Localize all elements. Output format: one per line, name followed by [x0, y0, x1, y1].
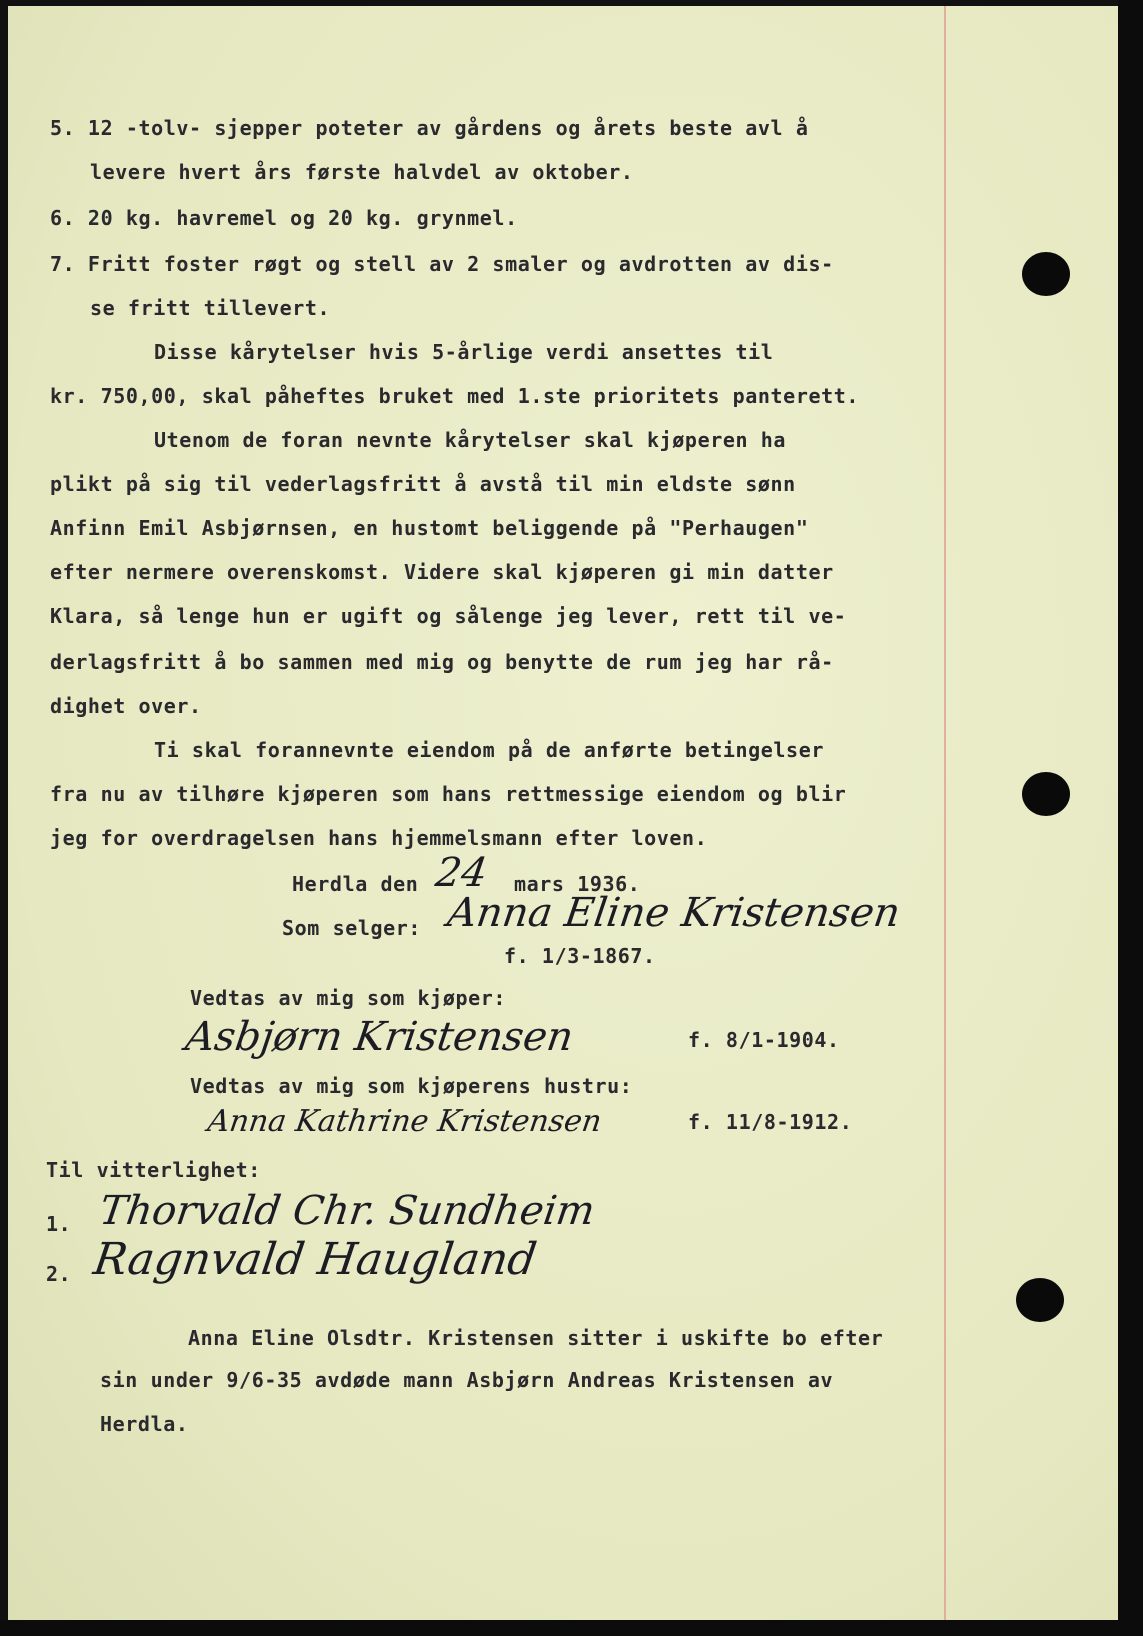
witness-number: 1.	[46, 1212, 72, 1236]
text-line: plikt på sig til vederlagsfritt å avstå til min eldste sønn	[50, 472, 796, 496]
text-line: derlagsfritt å bo sammen med mig og benytte de rum jeg har rå-	[50, 650, 834, 674]
margin-rule	[944, 6, 946, 1624]
buyer-wife-birthdate: f. 11/8-1912.	[688, 1110, 853, 1134]
text-line: efter nermere overenskomst. Videre skal kjøperen gi min datter	[50, 560, 834, 584]
buyer-label: Vedtas av mig som kjøper:	[190, 986, 507, 1010]
document-page	[8, 6, 1120, 1624]
date-prefix: Herdla den	[292, 872, 419, 896]
witnesses-label: Til vitterlighet:	[46, 1158, 261, 1182]
note-line: sin under 9/6-35 avdøde mann Asbjørn Andreas Kristensen av	[100, 1368, 834, 1392]
text-line: 6. 20 kg. havremel og 20 kg. grynmel.	[50, 206, 518, 230]
text-line: jeg for overdragelsen hans hjemmelsmann efter loven.	[50, 826, 708, 850]
text-line: 5. 12 -tolv- sjepper poteter av gårdens og årets beste avl å	[50, 116, 809, 140]
buyer-signature: Asbjørn Kristensen	[182, 1014, 577, 1060]
buyer-wife-label: Vedtas av mig som kjøperens hustru:	[190, 1074, 633, 1098]
text-line: 7. Fritt foster røgt og stell av 2 smaler og avdrotten av dis-	[50, 252, 834, 276]
seller-label: Som selger:	[282, 916, 422, 940]
witness-signature: Ragnvald Haugland	[90, 1234, 540, 1285]
text-line: dighet over.	[50, 694, 202, 718]
scan-border-bottom	[0, 1620, 1143, 1636]
date-day-handwritten: 24	[432, 850, 491, 896]
punch-hole-top	[1022, 252, 1070, 296]
seller-signature: Anna Eline Kristensen	[444, 890, 903, 936]
text-line: kr. 750,00, skal påheftes bruket med 1.ste prioritets panterett.	[50, 384, 860, 408]
seller-birthdate: f. 1/3-1867.	[504, 944, 656, 968]
witness-signature: Thorvald Chr. Sundheim	[96, 1188, 598, 1234]
witness-number: 2.	[46, 1262, 72, 1286]
text-line: Disse kårytelser hvis 5-årlige verdi ansettes til	[154, 340, 774, 364]
note-line: Anna Eline Olsdtr. Kristensen sitter i uskifte bo efter	[188, 1326, 884, 1350]
text-line: fra nu av tilhøre kjøperen som hans rettmessige eiendom og blir	[50, 782, 847, 806]
text-line: Anfinn Emil Asbjørnsen, en hustomt beliggende på "Perhaugen"	[50, 516, 809, 540]
punch-hole-middle	[1022, 772, 1070, 816]
text-line: levere hvert års første halvdel av oktober.	[90, 160, 634, 184]
scan-border-right	[1118, 0, 1143, 1636]
text-line: se fritt tillevert.	[90, 296, 331, 320]
text-line: Ti skal forannevnte eiendom på de anførte betingelser	[154, 738, 824, 762]
text-line: Klara, så lenge hun er ugift og sålenge jeg lever, rett til ve-	[50, 604, 847, 628]
punch-hole-bottom	[1016, 1278, 1064, 1322]
buyer-wife-signature: Anna Kathrine Kristensen	[205, 1104, 604, 1139]
text-line: Utenom de foran nevnte kårytelser skal kjøperen ha	[154, 428, 787, 452]
date-suffix: mars 1936.	[514, 872, 641, 896]
note-line: Herdla.	[100, 1412, 189, 1436]
buyer-birthdate: f. 8/1-1904.	[688, 1028, 840, 1052]
